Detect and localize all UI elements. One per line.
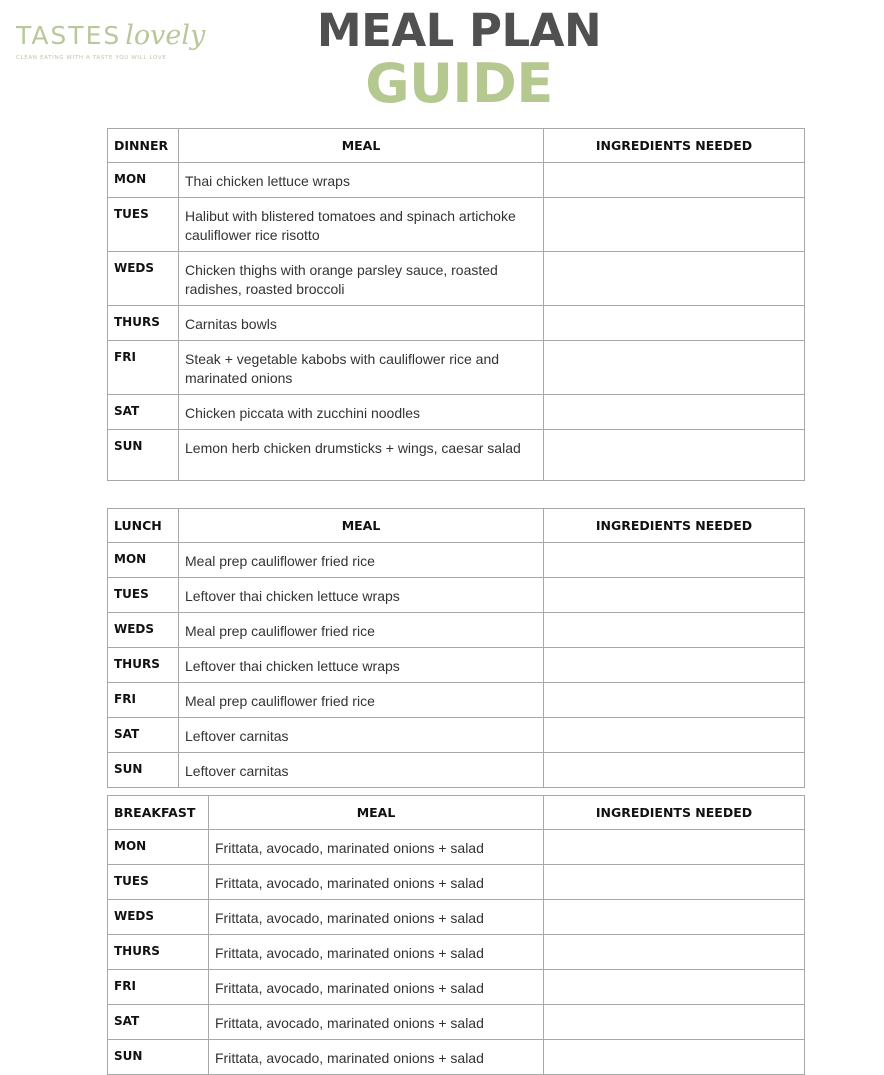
ingredients-cell[interactable] — [544, 718, 805, 753]
table-row — [108, 648, 805, 683]
meal-cell: Chicken thighs with orange parsley sauce, roasted radishes, roasted broccoli — [179, 252, 544, 306]
meal-cell: Leftover thai chicken lettuce wraps — [179, 648, 544, 683]
day-cell: FRI — [108, 970, 209, 1005]
ingredients-cell[interactable] — [544, 900, 805, 935]
table-row — [108, 430, 805, 481]
day-cell: MON — [108, 163, 179, 198]
title-line-1: MEAL PLAN — [316, 4, 602, 57]
day-cell: FRI — [108, 683, 179, 718]
table-row — [108, 306, 805, 341]
meal-cell: Carnitas bowls — [179, 306, 544, 341]
table-row — [108, 753, 805, 788]
lunch-table — [107, 508, 805, 788]
lunch-ingredients-header: INGREDIENTS NEEDED — [544, 509, 805, 543]
logo-lovely: lovely — [125, 20, 206, 51]
day-cell: THURS — [108, 935, 209, 970]
ingredients-cell[interactable] — [544, 578, 805, 613]
ingredients-cell[interactable] — [544, 830, 805, 865]
table-row — [108, 830, 805, 865]
meal-cell: Frittata, avocado, marinated onions + salad — [209, 830, 544, 865]
dinner-heading: DINNER — [108, 129, 179, 163]
table-row — [108, 718, 805, 753]
lunch-heading: LUNCH — [108, 509, 179, 543]
meal-cell: Lemon herb chicken drumsticks + wings, caesar salad — [179, 430, 544, 481]
ingredients-cell[interactable] — [544, 543, 805, 578]
meal-cell: Frittata, avocado, marinated onions + salad — [209, 900, 544, 935]
meal-cell: Frittata, avocado, marinated onions + salad — [209, 970, 544, 1005]
ingredients-cell[interactable] — [544, 683, 805, 718]
day-cell: WEDS — [108, 900, 209, 935]
breakfast-ingredients-header: INGREDIENTS NEEDED — [544, 796, 805, 830]
day-cell: TUES — [108, 578, 179, 613]
table-row — [108, 341, 805, 395]
brand-logo — [16, 22, 216, 70]
day-cell: SAT — [108, 718, 179, 753]
meal-cell: Chicken piccata with zucchini noodles — [179, 395, 544, 430]
table-row — [108, 1005, 805, 1040]
day-cell: SUN — [108, 430, 179, 481]
table-row — [108, 198, 805, 252]
table-row — [108, 613, 805, 648]
table-row — [108, 252, 805, 306]
logo-tastes: TASTES — [16, 21, 122, 50]
meal-cell: Frittata, avocado, marinated onions + salad — [209, 865, 544, 900]
ingredients-cell[interactable] — [544, 935, 805, 970]
ingredients-cell[interactable] — [544, 252, 805, 306]
meal-cell: Meal prep cauliflower fried rice — [179, 683, 544, 718]
title-line-2: GUIDE — [365, 52, 553, 115]
day-cell: WEDS — [108, 613, 179, 648]
meal-cell: Halibut with blistered tomatoes and spinach artichoke cauliflower rice risotto — [179, 198, 544, 252]
table-row — [108, 865, 805, 900]
table-row — [108, 1040, 805, 1075]
logo-tagline: CLEAN EATING WITH A TASTE YOU WILL LOVE — [16, 55, 167, 61]
table-row — [108, 395, 805, 430]
ingredients-cell[interactable] — [544, 395, 805, 430]
table-row — [108, 900, 805, 935]
meal-cell: Meal prep cauliflower fried rice — [179, 613, 544, 648]
meal-cell: Frittata, avocado, marinated onions + salad — [209, 1040, 544, 1075]
day-cell: MON — [108, 830, 209, 865]
day-cell: TUES — [108, 865, 209, 900]
table-row — [108, 935, 805, 970]
dinner-table — [107, 128, 805, 481]
day-cell: WEDS — [108, 252, 179, 306]
lunch-meal-header: MEAL — [179, 509, 544, 543]
meal-cell: Leftover carnitas — [179, 753, 544, 788]
meal-cell: Meal prep cauliflower fried rice — [179, 543, 544, 578]
dinner-ingredients-header: INGREDIENTS NEEDED — [544, 129, 805, 163]
ingredients-cell[interactable] — [544, 306, 805, 341]
day-cell: MON — [108, 543, 179, 578]
meal-cell: Frittata, avocado, marinated onions + salad — [209, 1005, 544, 1040]
ingredients-cell[interactable] — [544, 430, 805, 481]
ingredients-cell[interactable] — [544, 648, 805, 683]
day-cell: SUN — [108, 753, 179, 788]
page-title — [288, 4, 630, 115]
table-row — [108, 543, 805, 578]
day-cell: THURS — [108, 648, 179, 683]
ingredients-cell[interactable] — [544, 341, 805, 395]
breakfast-meal-header: MEAL — [209, 796, 544, 830]
ingredients-cell[interactable] — [544, 753, 805, 788]
logo-wordmark — [16, 22, 216, 49]
breakfast-heading: BREAKFAST — [108, 796, 209, 830]
dinner-meal-header: MEAL — [179, 129, 544, 163]
day-cell: SUN — [108, 1040, 209, 1075]
day-cell: SAT — [108, 1005, 209, 1040]
table-row — [108, 683, 805, 718]
ingredients-cell[interactable] — [544, 1040, 805, 1075]
meal-cell: Thai chicken lettuce wraps — [179, 163, 544, 198]
ingredients-cell[interactable] — [544, 970, 805, 1005]
table-row — [108, 578, 805, 613]
table-row — [108, 163, 805, 198]
meal-cell: Leftover carnitas — [179, 718, 544, 753]
ingredients-cell[interactable] — [544, 1005, 805, 1040]
day-cell: THURS — [108, 306, 179, 341]
ingredients-cell[interactable] — [544, 613, 805, 648]
meal-cell: Leftover thai chicken lettuce wraps — [179, 578, 544, 613]
day-cell: TUES — [108, 198, 179, 252]
ingredients-cell[interactable] — [544, 163, 805, 198]
meal-cell: Frittata, avocado, marinated onions + salad — [209, 935, 544, 970]
meal-cell: Steak + vegetable kabobs with cauliflower rice and marinated onions — [179, 341, 544, 395]
breakfast-table — [107, 795, 805, 1075]
ingredients-cell[interactable] — [544, 198, 805, 252]
table-row — [108, 970, 805, 1005]
day-cell: SAT — [108, 395, 179, 430]
ingredients-cell[interactable] — [544, 865, 805, 900]
day-cell: FRI — [108, 341, 179, 395]
